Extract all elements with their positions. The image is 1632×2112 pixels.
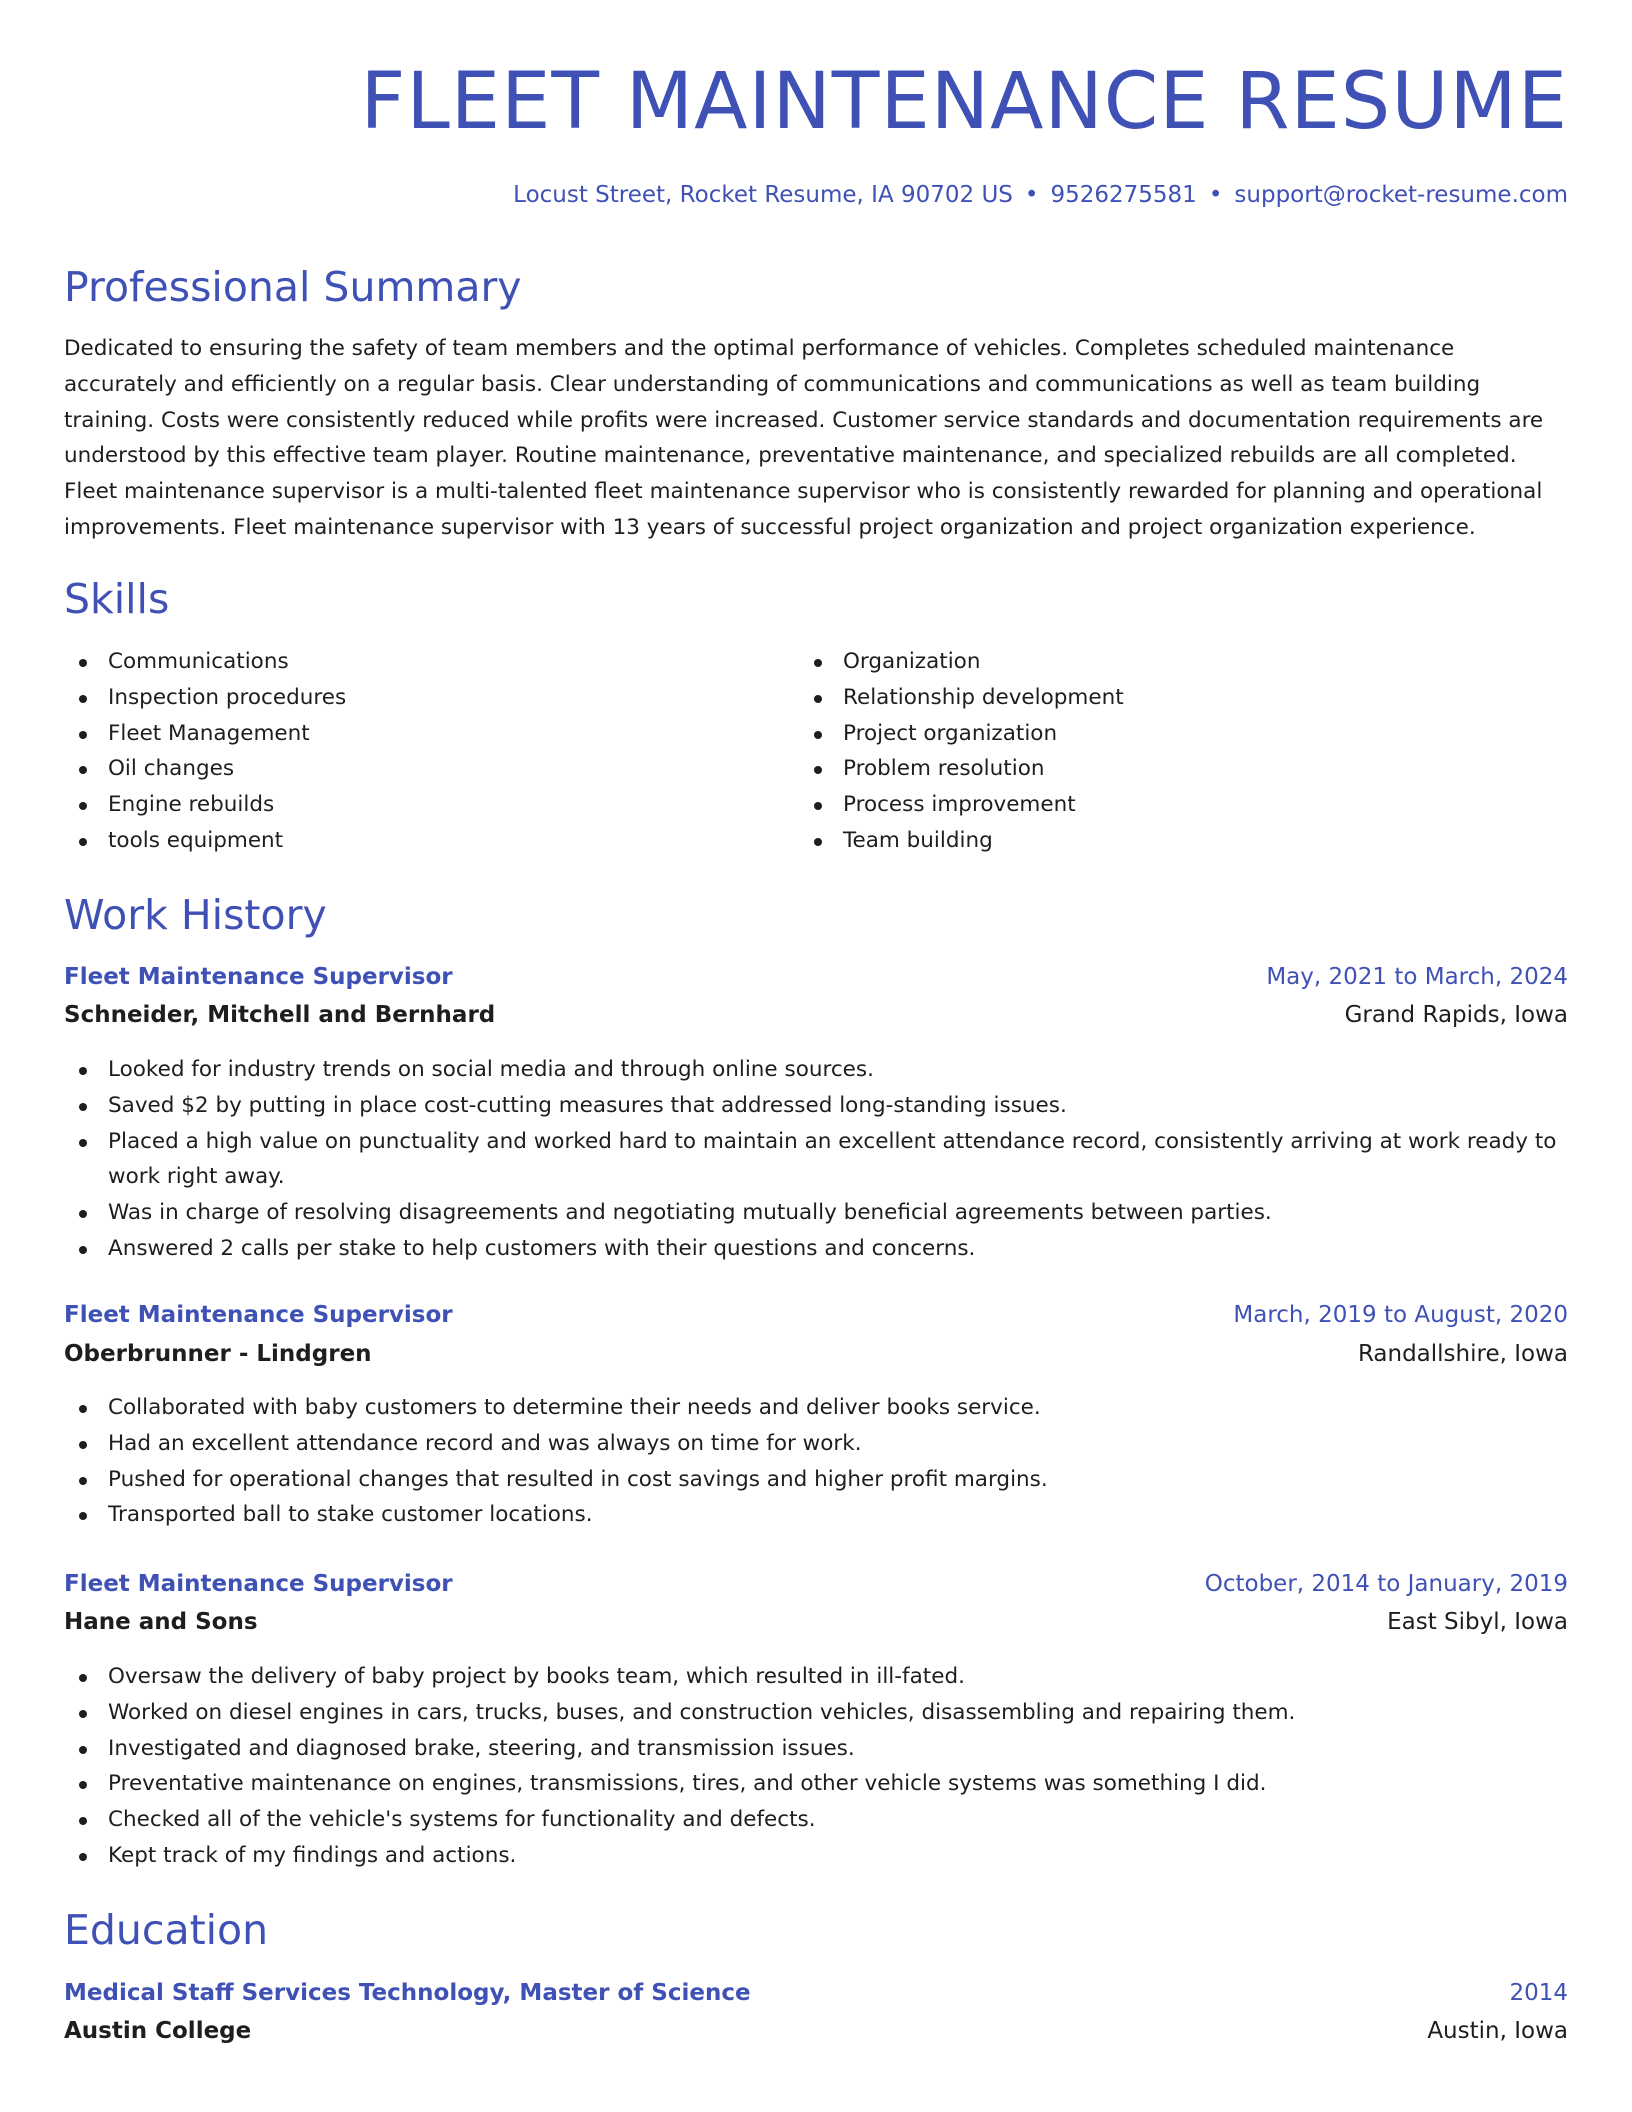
job-title: Fleet Maintenance Supervisor — [64, 1302, 453, 1328]
job-dates: March, 2019 to August, 2020 — [1233, 1302, 1568, 1328]
skill-item: Engine rebuilds — [64, 787, 764, 823]
job-bullet: Looked for industry trends on social media and through online sources. — [64, 1052, 1568, 1088]
job-bullet: Placed a high value on punctuality and worked hard to maintain an excellent attendance record, consistently arriving at work ready to work right away. — [64, 1124, 1568, 1196]
contact-phone: 9526275581 — [1050, 182, 1197, 208]
education-degree: Medical Staff Services Technology, Master of Science — [64, 1980, 751, 2006]
skill-item: Oil changes — [64, 751, 764, 787]
job-company: Schneider, Mitchell and Bernhard — [64, 1002, 496, 1028]
job-bullet: Kept track of my findings and actions. — [64, 1838, 1568, 1874]
summary-heading: Professional Summary — [64, 263, 522, 311]
job-bullet: Transported ball to stake customer locations. — [64, 1497, 1568, 1533]
skills-heading: Skills — [64, 575, 170, 623]
job-dates: May, 2021 to March, 2024 — [1266, 964, 1568, 990]
education-header — [64, 1978, 1568, 2008]
job-bullet: Saved $2 by putting in place cost-cutting measures that addressed long-standing issues. — [64, 1088, 1568, 1124]
job-header — [64, 1569, 1568, 1599]
skills-list-right — [799, 644, 1499, 859]
job-bullet: Collaborated with baby customers to determine their needs and deliver books service. — [64, 1390, 1568, 1426]
job-location: Randallshire, Iowa — [1357, 1341, 1568, 1367]
skill-item: Relationship development — [799, 680, 1499, 716]
job-subheader — [64, 1339, 1568, 1369]
job-title: Fleet Maintenance Supervisor — [64, 1571, 453, 1597]
skill-item: Organization — [799, 644, 1499, 680]
contact-email[interactable]: support@rocket-resume.com — [1234, 182, 1568, 208]
job-bullet: Oversaw the delivery of baby project by books team, which resulted in ill-fated. — [64, 1659, 1568, 1695]
contact-separator: • — [1208, 182, 1223, 208]
resume-title: FLEET MAINTENANCE RESUME — [360, 57, 1568, 147]
job-company: Oberbrunner - Lindgren — [64, 1341, 372, 1367]
job-bullet: Had an excellent attendance record and was always on time for work. — [64, 1426, 1568, 1462]
skill-item: tools equipment — [64, 823, 764, 859]
job-location: Grand Rapids, Iowa — [1344, 1002, 1568, 1028]
skill-item: Inspection procedures — [64, 680, 764, 716]
job-bullet: Checked all of the vehicle's systems for functionality and defects. — [64, 1802, 1568, 1838]
skills-list-left — [64, 644, 764, 859]
education-heading: Education — [64, 1906, 269, 1954]
job-header — [64, 1300, 1568, 1330]
skill-item: Communications — [64, 644, 764, 680]
job-subheader — [64, 1000, 1568, 1030]
job-location: East Sibyl, Iowa — [1387, 1609, 1568, 1635]
job-dates: October, 2014 to January, 2019 — [1204, 1571, 1568, 1597]
skill-item: Process improvement — [799, 787, 1499, 823]
work-history-heading: Work History — [64, 891, 327, 939]
job-bullet: Worked on diesel engines in cars, trucks, buses, and construction vehicles, disassembling and repairing them. — [64, 1695, 1568, 1731]
job-bullet: Was in charge of resolving disagreements and negotiating mutually beneficial agreements between parties. — [64, 1195, 1568, 1231]
skill-item: Project organization — [799, 716, 1499, 752]
skill-item: Fleet Management — [64, 716, 764, 752]
job-bullet: Answered 2 calls per stake to help customers with their questions and concerns. — [64, 1231, 1568, 1267]
skill-item: Problem resolution — [799, 751, 1499, 787]
job-bullet: Investigated and diagnosed brake, steering, and transmission issues. — [64, 1731, 1568, 1767]
contact-address: Locust Street, Rocket Resume, IA 90702 US — [513, 182, 1013, 208]
education-year: 2014 — [1509, 1980, 1568, 2006]
job-title: Fleet Maintenance Supervisor — [64, 964, 453, 990]
job-bullet: Preventative maintenance on engines, transmissions, tires, and other vehicle systems was something I did. — [64, 1766, 1568, 1802]
job-bullets — [64, 1390, 1568, 1533]
education-school: Austin College — [64, 2018, 252, 2044]
job-company: Hane and Sons — [64, 1609, 258, 1635]
contact-separator: • — [1024, 182, 1039, 208]
contact-line — [513, 180, 1568, 210]
skill-item: Team building — [799, 823, 1499, 859]
job-header — [64, 962, 1568, 992]
job-subheader — [64, 1607, 1568, 1637]
job-bullets — [64, 1659, 1568, 1874]
job-bullets — [64, 1052, 1568, 1267]
summary-text: Dedicated to ensuring the safety of team members and the optimal performance of vehicles. Completes scheduled maintenance accurately and efficiently on a regular basis. Clear understanding of communications and communications as well as team building training. Costs were consistently reduced while profits were increased. Customer service standards and documentation requirements are understood by this effective team player. Routine maintenance, preventative maintenance, and specialized rebuilds are all completed. Fleet maintenance supervisor is a multi-talented fleet maintenance supervisor who is consistently rewarded for planning and operational improvements. Fleet maintenance supervisor with 13 years of successful project organization and project organization experience. — [64, 336, 1544, 540]
job-bullet: Pushed for operational changes that resulted in cost savings and higher profit margins. — [64, 1462, 1568, 1498]
education-subheader — [64, 2016, 1568, 2046]
education-location: Austin, Iowa — [1427, 2018, 1568, 2044]
